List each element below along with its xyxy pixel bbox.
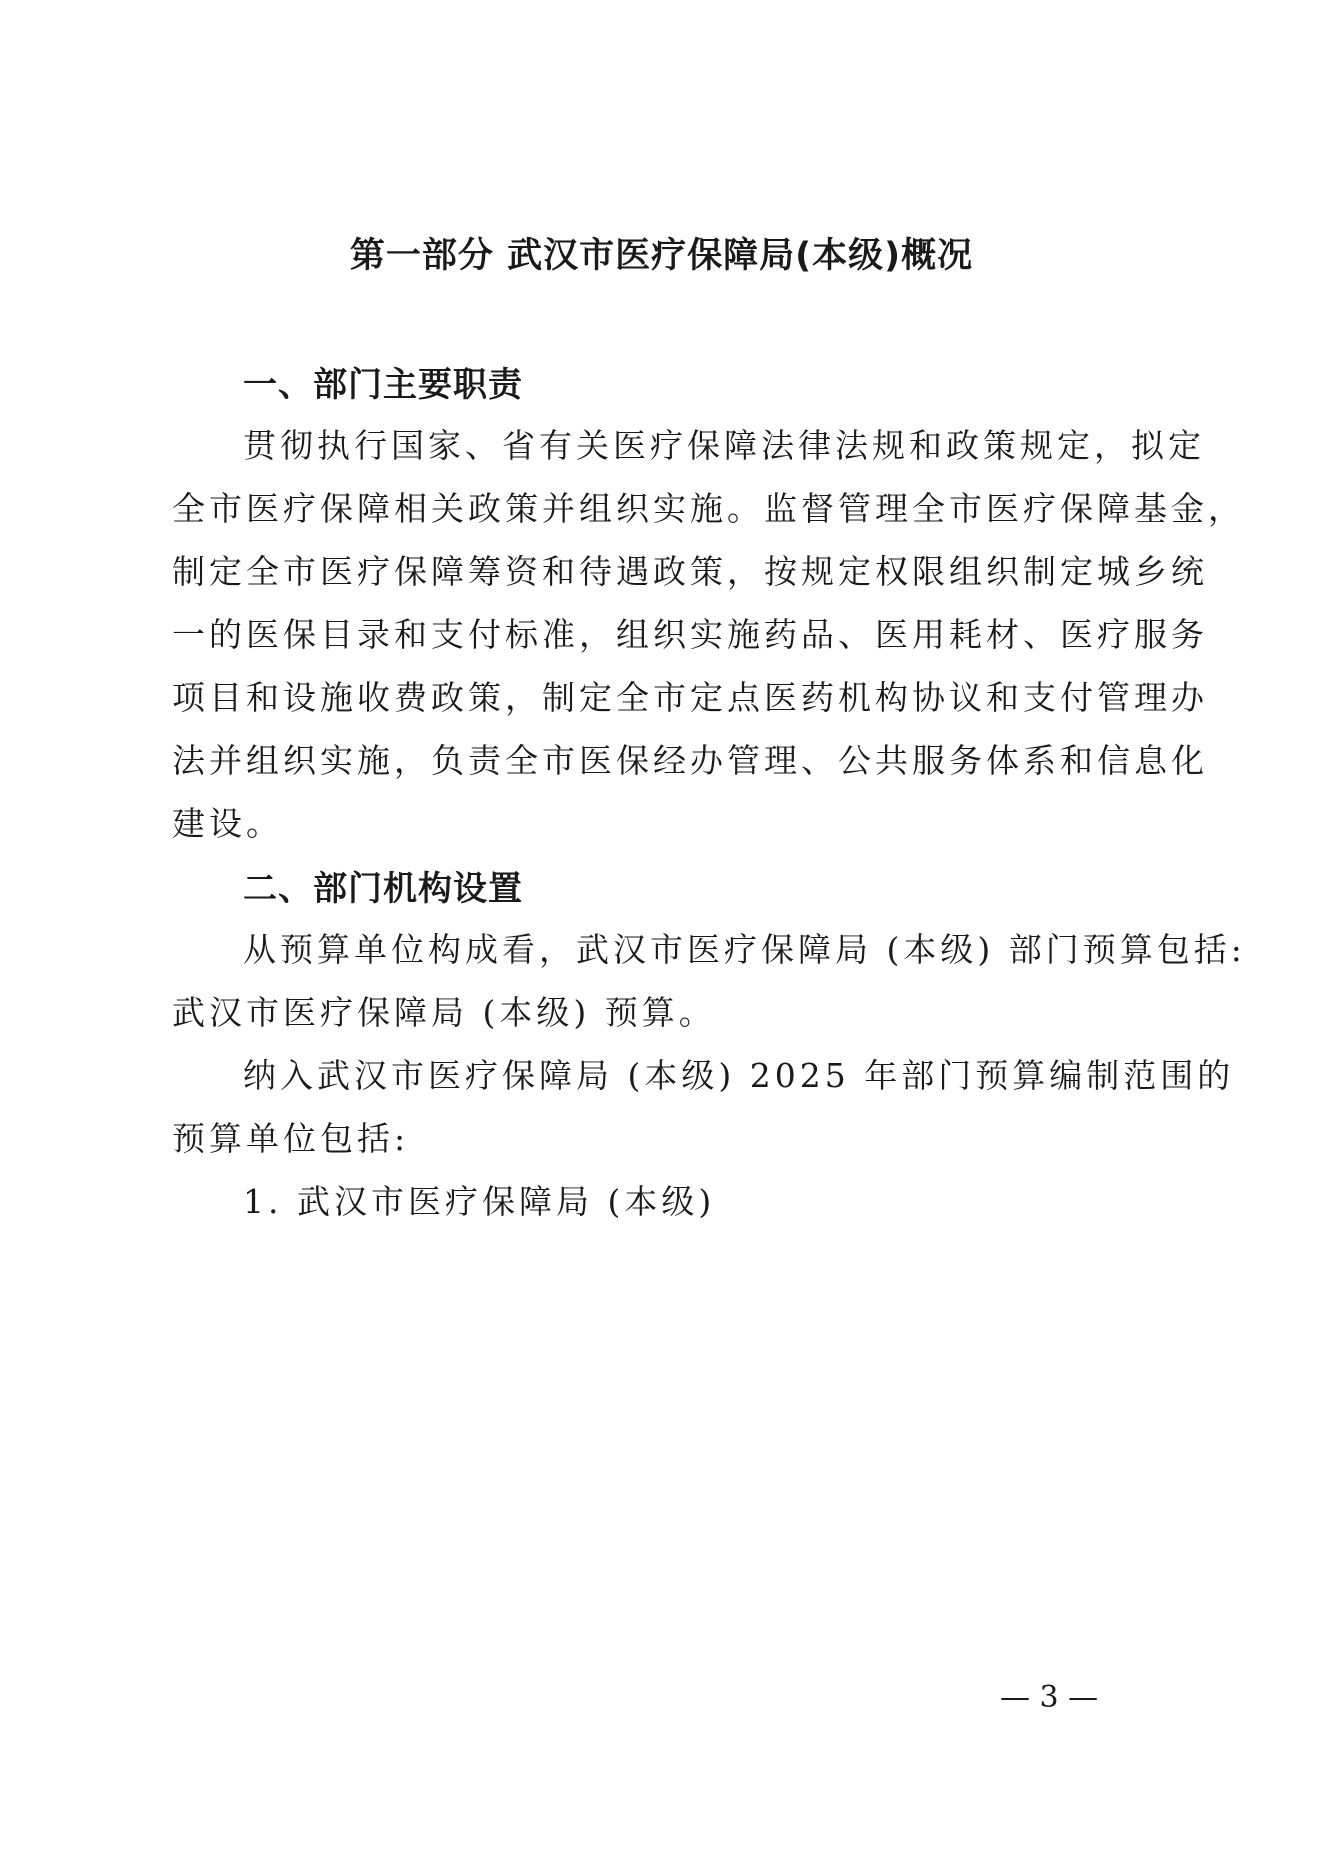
paragraph-line: 一的医保目录和支付标准，组织实施药品、医用耗材、医疗服务 (172, 615, 1208, 654)
paragraph-line: 制定全市医疗保障筹资和待遇政策，按规定权限组织制定城乡统 (172, 552, 1208, 591)
paragraph-line: 从预算单位构成看，武汉市医疗保障局 (本级) 部门预算包括: (243, 930, 1246, 969)
section-heading-duties: 一、部门主要职责 (243, 365, 523, 405)
list-item: 1. 武汉市医疗保障局 (本级) (243, 1182, 716, 1221)
paragraph-line: 项目和设施收费政策，制定全市定点医药机构协议和支付管理办 (172, 678, 1208, 717)
paragraph-line: 法并组织实施，负责全市医保经办管理、公共服务体系和信息化 (172, 741, 1208, 780)
paragraph-line: 建设。 (172, 804, 283, 843)
paragraph-line: 全市医疗保障相关政策并组织实施。监督管理全市医疗保障基金， (172, 489, 1245, 528)
section-heading-structure: 二、部门机构设置 (243, 869, 523, 909)
paragraph-line: 预算单位包括: (172, 1119, 410, 1158)
document-title: 第一部分 武汉市医疗保障局(本级)概况 (349, 236, 974, 276)
paragraph-line: 贯彻执行国家、省有关医疗保障法律法规和政策规定，拟定 (243, 426, 1205, 465)
page-number: — 3 — (1000, 1680, 1099, 1715)
paragraph-line: 武汉市医疗保障局 (本级) 预算。 (172, 993, 716, 1032)
paragraph-line: 纳入武汉市医疗保障局 (本级) 2025 年部门预算编制范围的 (243, 1056, 1235, 1095)
